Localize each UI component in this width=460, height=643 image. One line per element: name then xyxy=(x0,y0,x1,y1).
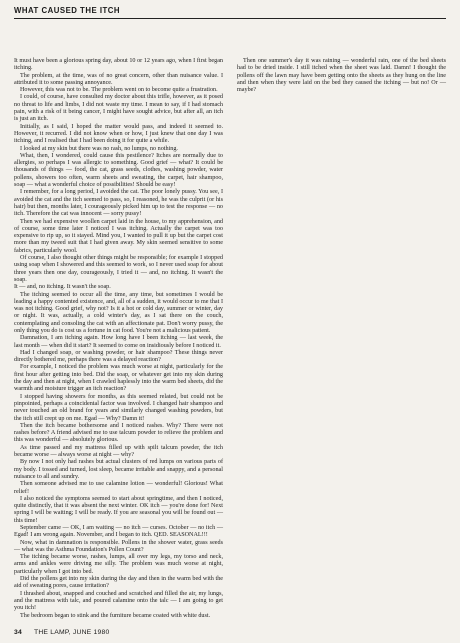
publication-info: THE LAMP, JUNE 1980 xyxy=(33,629,110,636)
paragraph: Had I changed soap, or washing powder, or hair shampoo? These things never directly bothered me, perhaps there was a delayed reaction? xyxy=(14,349,223,364)
paragraph: I also noticed the symptoms seemed to start about springtime, and then I noticed, quite distinctly, that it was absent the next winter. OK itch — you're done for! Next spring I will be waiting; I will be ready. If you are seasonal you will be found out — this time! xyxy=(14,495,223,524)
paragraph: It must have been a glorious spring day, about 10 or 12 years ago, when I first began itching. xyxy=(14,58,223,72)
paragraph: As time passed and my mattress filled up with spilt talcum powder, the itch became worse — always worse at night — why? xyxy=(14,444,223,459)
paragraph: What, then, I wondered, could cause this pestilence? Itches are normally due to allergies, so perhaps I was allergic to something. Good grief — what? It could be thousands of things — food, the cat, grass seeds, clothes, washing powder, water pollens, showers too often, warm sheets and sweating, the carpet, hair shampoo, soap — what a wonderful choice of possibilities! Should be easy! xyxy=(14,152,223,189)
paragraph: The bedroom began to stink and the furniture became coated with white dust. xyxy=(20,612,211,619)
article-body xyxy=(14,58,446,621)
paragraph: Damnation, I am itching again. How long have I been itching — last week, the last month — when did it start? It seemed to come on insidiously before I noticed it. xyxy=(14,335,223,349)
paragraph: The itching became worse, rashes, lumps, all over my legs, my torso and neck, arms and ankles were driving me silly. The problem was much worse at night, particularly when I got into bed. xyxy=(14,554,223,575)
paragraph: Of course, I also thought other things might be responsible; for example I stopped using soap when I showered and this seemed to work, so I never used soap for about three years then one day, courageously, I tried it — and, no itching. It wasn't the soap. xyxy=(14,255,223,283)
paragraph: Did the pollens get into my skin during the day and then in the warm bed with the aid of sweating pores, cause irritation? xyxy=(14,576,223,590)
paragraph: The problem, at the time, was of no great concern, other than nuisance value. I attributed it to some passing annoyance. xyxy=(14,72,223,86)
page-footer xyxy=(14,629,109,636)
paragraph: Then one summer's day it was raining — wonderful rain, one of the bed sheets had to be dried inside. I still itched when the sheet was laid. Damn! I thought the pollens off the lawn may have been getting onto the sheets as they hung on the line and then when they were laid on the bed they caused the itching — but no! Or — maybe? xyxy=(237,58,446,94)
paragraph: Now, what in damnation is responsible. Pollens in the shower water, grass seeds — what was the Asthma Foundation's Pollen Count? xyxy=(14,539,223,553)
paragraph: September came — OK, I am waiting — no itch — curses. October — no itch — Egad! I am wrong again. November, and I began to itch. QED. SEASONAL!!! xyxy=(14,525,223,539)
paragraph: Then the itch became bothersome and I noticed rashes. Why? There were not rashes before? A friend advised me to use talcum powder to relieve the problem and this was wonderful — absolutely glorious. xyxy=(14,422,223,444)
paragraph: I could, of course, have consulted my doctor about this trifle, however, as it posed no threat to life and limbs, I did not waste my time. I mean to say, if I had stomach pain, with a risk of it being cancer, I might have sought advice, but after all, an itch is just an itch. xyxy=(14,94,223,123)
paragraph: Initially, as I said, I hoped the matter would pass, and indeed it seemed to. However, it recurred. I did not know when or how, I just knew that one day I was itching, and I realised that I had been doing it for quite a while. xyxy=(14,123,223,145)
paragraph: Then we had expensive woollen carpet laid in the house, to my apprehension, and of course, some time later I noticed I was itching. Actually the carpet was too expensive to rip up, so it stayed. Mind you, I wanted to pull it up but the carpet cost more than my tweed suit that I had given away. My skin seemed sensitive to some fabrics, particularly wool. xyxy=(14,218,223,254)
paragraph: The itching seemed to occur all the time, any time, but sometimes I would be leading a happy contented existence, and, all of a sudden, it would occur to me that I was not itching. Good grief, why not? Is it a hot or cold day, summer or winter, day or night. It was, actually, a cold winter's day, as I sat there on the couch, contemplating and consoling the cat with an affectionate pat. Don't worry pussy, the only thing you do is cost us a fortune in cat food. You're not a malicious patient. xyxy=(14,291,223,334)
paragraph: I thrashed about, snapped and couched and scratched and filled the air, my lungs, and the mattress with talc, and poured calamine onto the talc — I am going to get you itch! xyxy=(14,590,223,612)
paragraph: However, this was not to be. The problem went on to become quite a frustration. xyxy=(20,87,218,94)
paragraph: By now I not only had rashes but actual clusters of red lumps on various parts of my body. I tossed and turned, lost sleep, became irritable and snappy, and a personal nuisance to all and sundry. xyxy=(14,459,223,480)
paragraph: It — and, no itching. It wasn't the soap. xyxy=(14,284,111,291)
page-number: 34 xyxy=(14,629,22,636)
paragraph: I stopped having showers for months, as this seemed related, but could not be pinpointed, perhaps a coincidental factor was involved. I changed hair shampoo and never touched an old brand for years and similarly changed washing powders, but the itch still crept up on me. Egad — Why? Damn it! xyxy=(14,393,223,422)
paragraph: I looked at my skin but there was no rash, no lumps, no nothing. xyxy=(20,145,178,152)
paragraph: I remember, for a long period, I avoided the cat. The poor lonely pussy. You see, I avoided the cat and the itch seemed to pass, so, I reasoned, he was the culprit (or his hair) but then, months later, I courageously picked him up to test the response — no itch. Therefore the cat was innocent — sorry pussy! xyxy=(14,189,223,218)
page-title: WHAT CAUSED THE ITCH xyxy=(14,6,446,19)
paragraph: For example, I noticed the problem was much worse at night, particularly for the first hour after getting into bed. Did the soap, or whatever get into my skin during the day and then at night, when I crawled haplessly into the warm bed sheets, did the warmth and moisture trigger an itch reaction? xyxy=(14,364,223,393)
paragraph: Then someone advised me to use calamine lotion — wonderful! Glorious! What relief! xyxy=(14,481,223,495)
